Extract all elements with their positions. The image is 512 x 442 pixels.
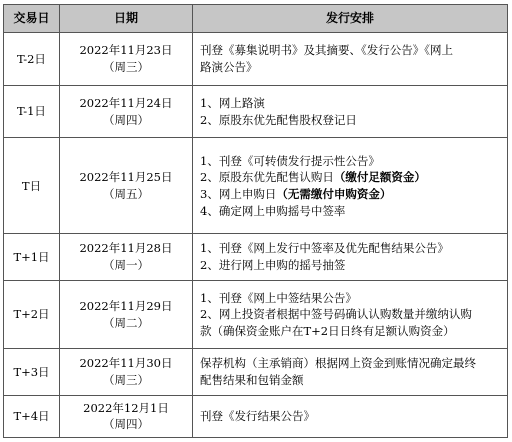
- arrangement-line-text: 刊登《发行结果公告》: [200, 409, 315, 424]
- arrangement-cell: [193, 138, 508, 234]
- arrangement-line: [200, 153, 503, 170]
- weekday-text: （周四）: [103, 112, 149, 127]
- arrangement-line: [200, 306, 503, 323]
- arrangement-line-text: 刊登《募集说明书》及其摘要、《发行公告》《网上: [200, 43, 453, 58]
- arrangement-line-text: 3、网上申购日: [200, 186, 277, 201]
- arrangement-line-text: 1、网上路演: [200, 95, 265, 110]
- arrangement-line: [200, 112, 503, 129]
- arrangement-line: [200, 42, 503, 59]
- trading-day-cell: T-2日: [4, 33, 60, 86]
- weekday-text: （周三）: [103, 59, 149, 74]
- table-row: [4, 395, 508, 437]
- date-text: 2022年11月23日: [79, 43, 173, 58]
- date-text: 2022年11月30日: [79, 356, 173, 371]
- weekday-text: （周一）: [103, 258, 149, 273]
- date-text: 2022年12月1日: [83, 400, 169, 415]
- trading-day-cell: T+2日: [4, 280, 60, 349]
- arrangement-line-text: 保荐机构（主承销商）根据网上资金到账情况确定最终: [200, 356, 476, 371]
- arrangement-line: [200, 355, 503, 372]
- arrangement-cell: [193, 395, 508, 437]
- arrangement-line: [200, 290, 503, 307]
- arrangement-cell: [193, 280, 508, 349]
- arrangement-emphasis: （缴付足额资金）: [333, 170, 426, 185]
- date-text: 2022年11月29日: [79, 298, 173, 313]
- date-text: 2022年11月24日: [79, 95, 173, 110]
- arrangement-line-text: 路演公告》: [200, 59, 258, 74]
- table-row: [4, 33, 508, 86]
- arrangement-cell: [193, 85, 508, 138]
- date-cell: [60, 138, 193, 234]
- table-row: [4, 234, 508, 280]
- arrangement-line-text: 款（确保资金账户在T+2日日终有足额认购资金）: [200, 323, 455, 338]
- arrangement-line: [200, 323, 503, 340]
- arrangement-line-text: 1、刊登《可转债发行提示性公告》: [200, 153, 380, 168]
- date-cell: [60, 395, 193, 437]
- weekday-text: （周三）: [103, 373, 149, 388]
- arrangement-line-text: 1、刊登《网上发行中签率及优先配售结果公告》: [200, 241, 449, 256]
- table-row: [4, 349, 508, 395]
- weekday-text: （周四）: [103, 417, 149, 432]
- arrangement-line: [200, 203, 503, 220]
- arrangement-emphasis: （无需缴付申购资金）: [276, 186, 392, 201]
- header-date: 日期: [60, 5, 193, 33]
- weekday-text: （周二）: [103, 315, 149, 330]
- weekday-text: （周五）: [103, 186, 149, 201]
- trading-day-cell: T+1日: [4, 234, 60, 280]
- trading-day-cell: T-1日: [4, 85, 60, 138]
- date-cell: [60, 33, 193, 86]
- arrangement-line: [200, 257, 503, 274]
- table-row: [4, 280, 508, 349]
- trading-day-cell: T日: [4, 138, 60, 234]
- date-cell: [60, 280, 193, 349]
- arrangement-line: [200, 59, 503, 76]
- trading-day-cell: T+3日: [4, 349, 60, 395]
- arrangement-line: [200, 408, 503, 425]
- arrangement-line-text: 1、刊登《网上中签结果公告》: [200, 290, 357, 305]
- table-header-row: [4, 5, 508, 33]
- arrangement-line: [200, 186, 503, 203]
- issuance-schedule-table: [3, 4, 508, 438]
- arrangement-line-text: 2、原股东优先配售股权登记日: [200, 112, 357, 127]
- date-cell: [60, 349, 193, 395]
- header-trading-day: 交易日: [4, 5, 60, 33]
- arrangement-line: [200, 169, 503, 186]
- arrangement-cell: [193, 349, 508, 395]
- date-text: 2022年11月25日: [79, 170, 173, 185]
- date-cell: [60, 85, 193, 138]
- arrangement-line-text: 2、网上投资者根据中签号码确认认购数量并缴纳认购: [200, 307, 472, 322]
- arrangement-line-text: 2、原股东优先配售认购日: [200, 170, 334, 185]
- table-row: [4, 85, 508, 138]
- date-text: 2022年11月28日: [79, 241, 173, 256]
- arrangement-cell: [193, 33, 508, 86]
- arrangement-line-text: 4、确定网上申购摇号中签率: [200, 203, 346, 218]
- header-arrangement: 发行安排: [193, 5, 508, 33]
- arrangement-line: [200, 95, 503, 112]
- arrangement-line-text: 配售结果和包销金额: [200, 373, 304, 388]
- arrangement-line: [200, 240, 503, 257]
- arrangement-line: [200, 372, 503, 389]
- date-cell: [60, 234, 193, 280]
- arrangement-line-text: 2、进行网上申购的摇号抽签: [200, 258, 346, 273]
- trading-day-cell: T+4日: [4, 395, 60, 437]
- table-row: [4, 138, 508, 234]
- arrangement-cell: [193, 234, 508, 280]
